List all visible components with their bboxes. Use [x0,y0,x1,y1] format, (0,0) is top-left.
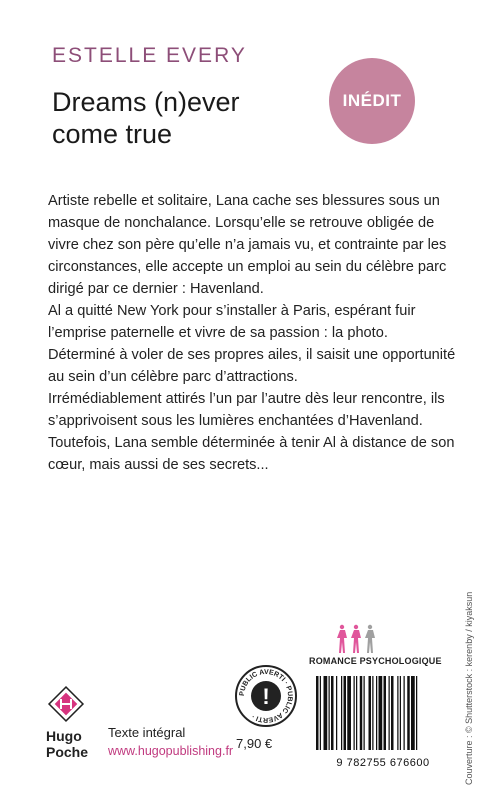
seal-mark: ! [262,684,270,709]
price: 7,90 € [236,736,273,751]
woman-silhouettes-icon [336,624,386,654]
publisher-url[interactable]: www.hugopublishing.fr [108,744,234,758]
blurb-paragraph: Artiste rebelle et solitaire, Lana cache ses blessures sous un masque de nonchalance. Lorsqu’elle se retrouve obligée de vivre chez son père qu’elle n’a jamais vu, et contrainte par les circonstances, elle accepte un emploi au sein du célèbre parc dirigé par ce dernier : Havenland. [48,193,447,297]
book-title [52,86,312,150]
publisher-name [46,728,88,760]
hugo-poche-logo-icon [46,684,86,724]
cover-credit: Couverture : © Shutterstock : kerenby / kiyaksun [464,591,474,785]
inedit-badge: INÉDIT [329,58,415,144]
title-line-1: Dreams (n)ever [52,87,240,117]
blurb-paragraph: Al a quitté New York pour s’installer à Paris, espérant fuir l’emprise paternelle et vivre de sa passion : la photo. Déterminé à voler de ses propres ailes, il saisit une opportunité au sein d’un célèbre parc d’attractions. [48,303,456,385]
seal-text: PUBLIC AVERTI · PUBLIC AVERTI · [238,668,294,724]
blurb-text [48,190,458,476]
blurb-paragraph: Irrémédiablement attirés l’un par l’autre dès leur rencontre, ils s’apprivoisent sous les lumières enchantées d’Havenland. Toutefois, Lana semble déterminée à tenir Al à distance de son cœur, mais aussi de ses secrets... [48,391,455,473]
author-name: ESTELLE EVERY [52,44,247,67]
public-averti-seal-icon [234,664,298,728]
isbn-number: 9 782755 676600 [336,757,430,769]
publisher-line-2: Poche [46,744,89,760]
isbn-barcode [308,672,458,770]
title-line-2: come true [52,119,173,149]
genre-label: ROMANCE PSYCHOLOGIQUE [309,656,442,666]
publisher-line-1: Hugo [46,728,82,744]
edition-note: Texte intégral [108,725,186,740]
